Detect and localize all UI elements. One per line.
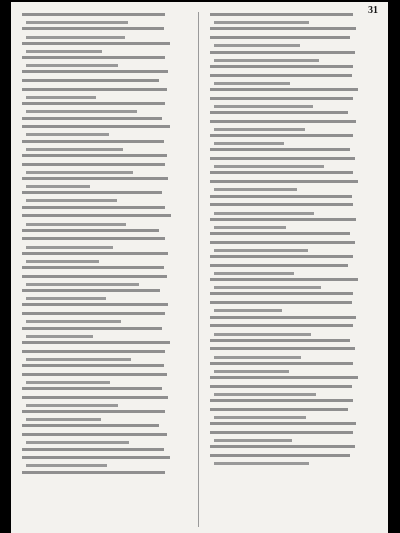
directory-entry [207,263,373,275]
entry-text-illegible [22,56,165,59]
entry-text-illegible [210,422,356,425]
entry-text-illegible [22,387,162,390]
directory-entry [19,363,185,370]
directory-entry [19,469,185,476]
entry-continuation-illegible [214,249,308,252]
entry-text-illegible [22,448,164,451]
directory-entry [19,124,185,136]
entry-text-illegible [22,79,159,82]
entry-continuation-illegible [26,64,118,67]
entry-text-illegible [22,117,162,120]
directory-entry [19,101,185,113]
directory-entry [19,213,185,225]
entry-text-illegible [210,278,358,281]
entry-continuation-illegible [26,246,113,249]
entry-continuation-illegible [26,335,93,338]
directory-entry [207,384,373,396]
entry-text-illegible [22,229,159,232]
directory-entry [19,446,185,453]
entry-text-illegible [210,445,355,448]
directory-entry [207,170,373,177]
directory-entry [19,265,185,272]
directory-entry [207,96,373,108]
directory-entry [19,87,185,99]
entry-continuation-illegible [26,133,109,136]
directory-entry [207,453,373,465]
entry-continuation-illegible [26,21,128,24]
entry-text-illegible [22,42,170,45]
directory-entry [19,69,185,76]
entry-text-illegible [22,154,167,157]
directory-entry [207,87,373,94]
directory-entry [207,338,373,345]
entry-text-illegible [22,364,164,367]
entry-text-illegible [210,203,353,206]
directory-entry [207,444,373,451]
entry-text-illegible [22,27,164,30]
entry-text-illegible [22,177,168,180]
entry-continuation-illegible [214,286,321,289]
entry-text-illegible [210,148,350,151]
entry-text-illegible [210,134,353,137]
entry-text-illegible [210,316,356,319]
directory-entry [19,176,185,188]
directory-entry [207,398,373,405]
entry-continuation-illegible [214,212,314,215]
entry-continuation-illegible [26,404,118,407]
entry-text-illegible [210,218,356,221]
directory-entry [207,231,373,238]
directory-entry [207,361,373,373]
entry-text-illegible [210,171,353,174]
entry-text-illegible [210,431,353,434]
directory-entry [207,430,373,442]
entry-text-illegible [210,399,353,402]
entry-text-illegible [22,140,164,143]
entry-continuation-illegible [26,36,125,39]
directory-entry [19,340,185,347]
entry-text-illegible [22,191,162,194]
directory-entry [207,300,373,312]
directory-entry [207,254,373,261]
entry-text-illegible [210,339,350,342]
entry-continuation-illegible [214,142,284,145]
entry-text-illegible [210,88,358,91]
entry-text-illegible [22,163,165,166]
entry-text-illegible [210,347,355,350]
directory-entry [19,26,185,38]
entry-text-illegible [22,88,167,91]
entry-text-illegible [22,396,168,399]
entry-text-illegible [210,301,352,304]
directory-entry [207,147,373,154]
entry-text-illegible [210,13,353,16]
directory-entry [19,372,185,384]
entry-continuation-illegible [26,110,137,113]
entry-text-illegible [210,376,358,379]
entry-text-illegible [22,303,168,306]
entry-text-illegible [22,252,168,255]
entry-continuation-illegible [26,297,106,300]
entry-continuation-illegible [214,333,311,336]
entry-text-illegible [22,433,167,436]
entry-continuation-illegible [26,441,129,444]
directory-entry [19,302,185,309]
directory-entry [19,78,185,85]
entry-text-illegible [210,264,348,267]
entry-continuation-illegible [26,381,110,384]
directory-entry [207,26,373,33]
directory-entry [19,228,185,235]
directory-entry [207,179,373,191]
entry-text-illegible [210,74,352,77]
entry-text-illegible [22,125,170,128]
directory-entry [19,41,185,53]
entry-text-illegible [210,362,353,365]
left-column [19,12,185,530]
entry-continuation-illegible [214,44,300,47]
directory-entry [19,409,185,421]
entry-continuation-illegible [26,358,131,361]
directory-entry [207,119,373,131]
entry-text-illegible [22,471,165,474]
directory-entry [207,277,373,289]
directory-entry [207,12,373,24]
directory-entry [19,12,185,24]
entry-text-illegible [22,206,165,209]
entry-text-illegible [22,13,165,16]
directory-entry [19,204,185,211]
directory-entry [207,110,373,117]
entry-continuation-illegible [214,370,289,373]
entry-continuation-illegible [214,309,282,312]
entry-text-illegible [210,255,353,258]
entry-text-illegible [210,324,353,327]
directory-entry [19,162,185,174]
entry-text-illegible [210,36,350,39]
entry-continuation-illegible [214,226,286,229]
directory-entry [207,72,373,84]
entry-text-illegible [210,27,356,30]
directory-entry [19,325,185,337]
entry-continuation-illegible [214,59,319,62]
entry-continuation-illegible [26,50,102,53]
entry-text-illegible [22,456,170,459]
entry-text-illegible [210,292,353,295]
entry-continuation-illegible [26,96,96,99]
directory-page [11,2,388,533]
entry-text-illegible [210,385,352,388]
directory-entry [19,311,185,323]
entry-text-illegible [22,70,168,73]
entry-continuation-illegible [214,416,306,419]
entry-continuation-illegible [26,148,123,151]
entry-text-illegible [22,289,160,292]
directory-entry [207,49,373,61]
entry-continuation-illegible [26,283,139,286]
entry-text-illegible [210,195,352,198]
entry-text-illegible [22,266,164,269]
directory-entry [19,423,185,430]
entry-text-illegible [22,373,167,376]
entry-continuation-illegible [214,165,324,168]
entry-text-illegible [210,157,355,160]
entry-text-illegible [22,410,165,413]
entry-continuation-illegible [26,171,133,174]
entry-text-illegible [22,275,167,278]
entry-continuation-illegible [214,439,292,442]
directory-entry [19,153,185,160]
entry-text-illegible [210,97,353,100]
directory-entry [19,455,185,467]
directory-entry [19,288,185,300]
directory-entry [207,407,373,419]
entry-text-illegible [210,408,348,411]
directory-entry [207,421,373,428]
entry-text-illegible [22,341,170,344]
entry-continuation-illegible [214,105,313,108]
column-divider [198,12,199,527]
entry-continuation-illegible [26,418,101,421]
entry-text-illegible [22,424,159,427]
directory-entry [207,314,373,321]
entry-text-illegible [210,180,358,183]
directory-entry [19,349,185,361]
directory-entry [19,236,185,248]
directory-entry [207,133,373,145]
entry-text-illegible [22,327,162,330]
directory-entry [207,346,373,358]
directory-entry [19,395,185,407]
directory-entry [19,386,185,393]
directory-entry [19,115,185,122]
directory-entry [207,375,373,382]
directory-entry [19,432,185,444]
entry-continuation-illegible [214,393,316,396]
directory-entry [207,323,373,335]
entry-text-illegible [22,214,171,217]
entry-continuation-illegible [26,464,107,467]
entry-continuation-illegible [26,223,126,226]
directory-entry [19,138,185,150]
entry-text-illegible [22,312,165,315]
entry-continuation-illegible [214,82,290,85]
entry-text-illegible [210,111,348,114]
entry-text-illegible [210,65,353,68]
directory-entry [207,291,373,298]
entry-continuation-illegible [26,260,99,263]
directory-entry [19,55,185,67]
entry-continuation-illegible [26,185,90,188]
entry-text-illegible [210,454,350,457]
page-number: 31 [368,5,378,16]
entry-continuation-illegible [214,128,305,131]
directory-entry [207,193,373,200]
entry-continuation-illegible [214,462,309,465]
entry-continuation-illegible [26,320,121,323]
directory-entry [19,251,185,263]
entry-text-illegible [210,232,350,235]
directory-entry [207,35,373,47]
entry-continuation-illegible [214,21,309,24]
directory-entry [207,156,373,168]
entry-continuation-illegible [214,356,301,359]
entry-text-illegible [22,102,165,105]
directory-entry [19,190,185,202]
directory-entry [207,240,373,252]
entry-continuation-illegible [214,188,297,191]
entry-text-illegible [22,237,165,240]
right-column [207,12,373,530]
entry-continuation-illegible [26,199,117,202]
directory-entry [207,217,373,229]
entry-text-illegible [210,51,355,54]
directory-entry [207,64,373,71]
entry-continuation-illegible [214,272,294,275]
entry-text-illegible [210,241,355,244]
directory-entry [19,274,185,286]
directory-entry [207,202,373,214]
entry-text-illegible [210,120,356,123]
entry-text-illegible [22,350,165,353]
